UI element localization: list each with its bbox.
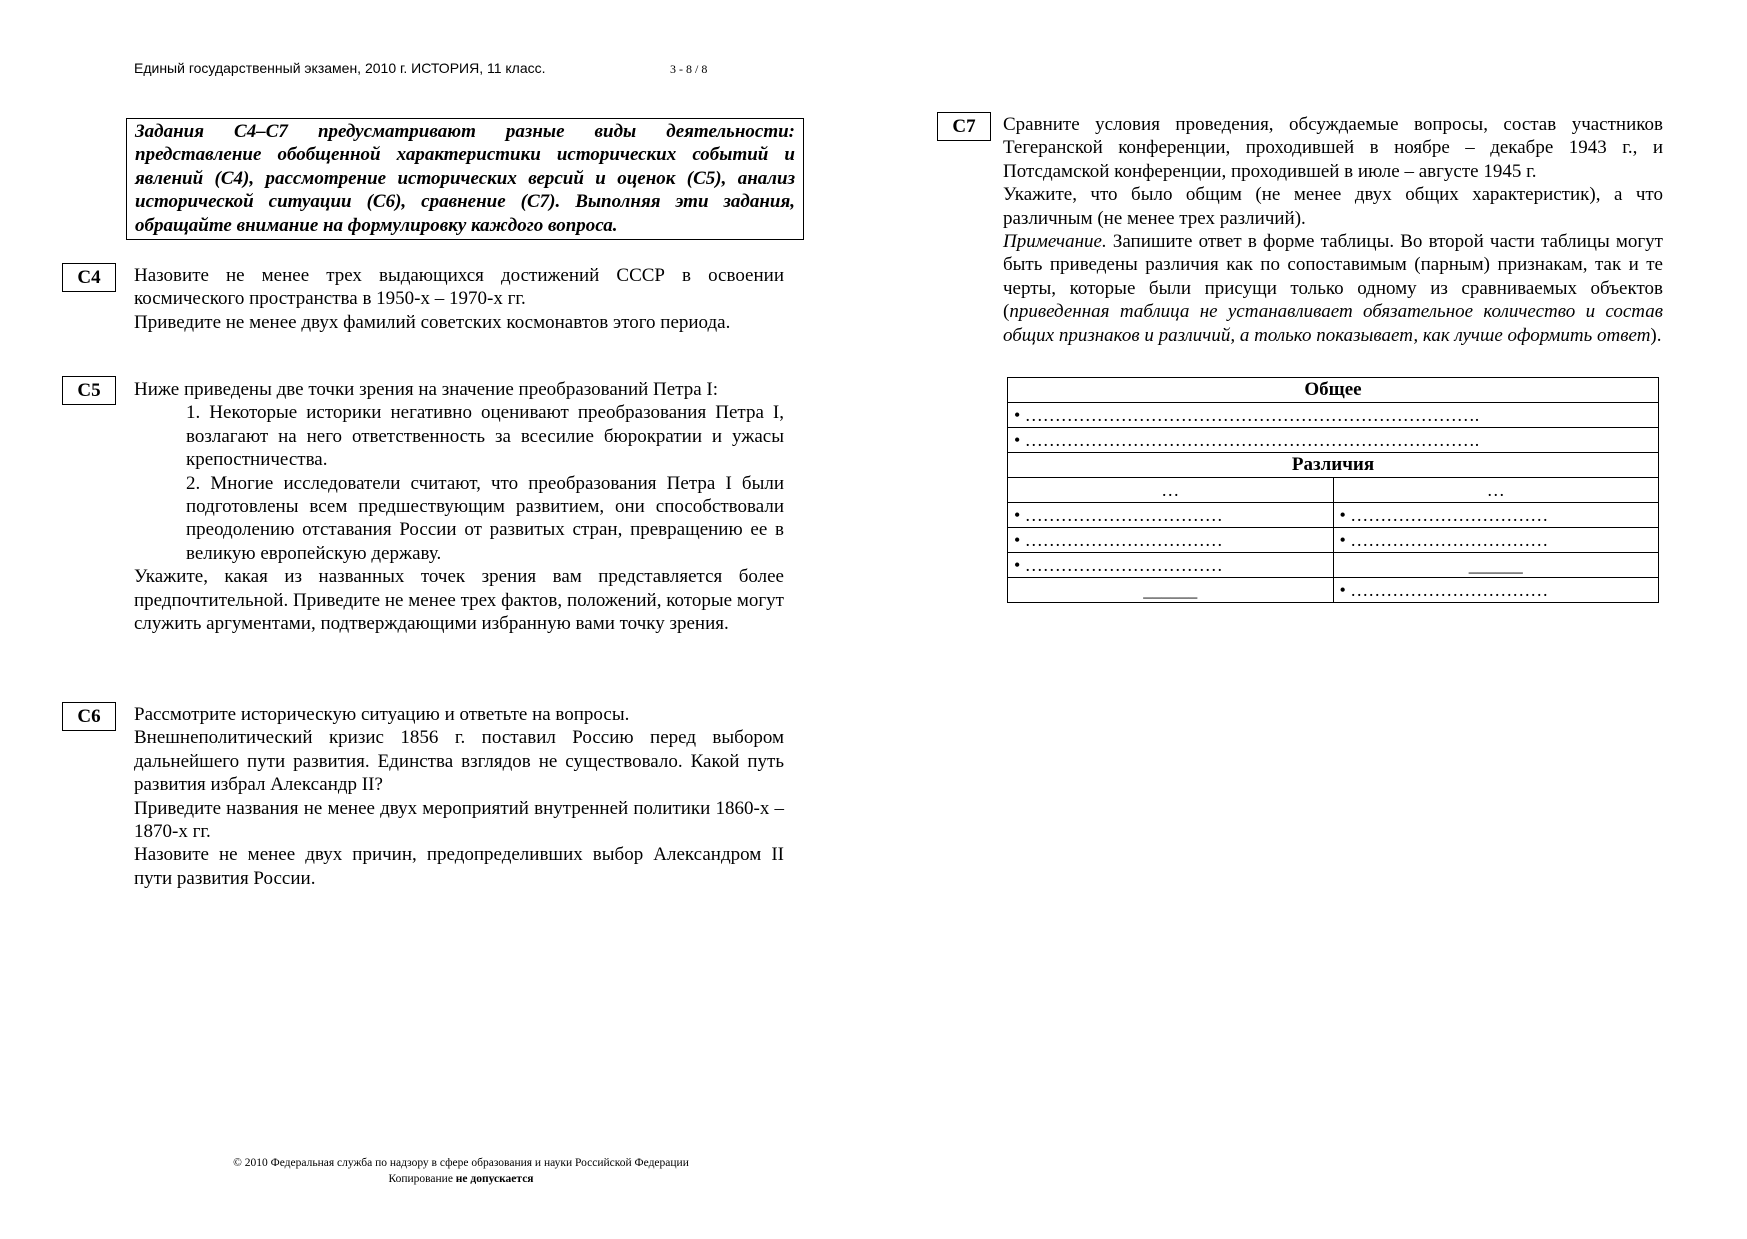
task-c6-question-2: Назовите не менее двух причин, предопределивших выбор Александром II пути развития России.: [134, 844, 784, 889]
note-label: Примечание.: [1003, 231, 1107, 253]
task-c4-question-2: Приведите не менее двух фамилий советских космонавтов этого периода.: [134, 311, 731, 333]
common-line-1: • ………………………………………………………………….: [1008, 403, 1659, 428]
diff-left-2: • ……………………………: [1008, 528, 1334, 553]
viewpoint-1: 1. Некоторые историки негативно оценивают преобразования Петра I, возлагают на него ответственность за всесилие бюрократии и ужасы крепостничества.: [186, 402, 784, 471]
task-label-c4: С4: [62, 263, 116, 292]
task-c5-intro: Ниже приведены две точки зрения на значение преобразований Петра I:: [134, 379, 719, 400]
note-text: Запишите ответ в форме таблицы. Во второй части таблицы могут быть приведены различия как по сопоставимым (парным) признакам, так и те черты, которые были присущи только одному из сравниваемых объектов (: [1003, 231, 1663, 323]
diff-ellipsis-left: …: [1008, 478, 1334, 503]
task-label-c5: С5: [62, 376, 116, 405]
task-c6: [134, 703, 784, 890]
comparison-table: [1007, 377, 1659, 603]
note-italic: приведенная таблица не устанавливает обязательное количество и состав общих признаков и различий, а только показывает, как лучше оформить ответ: [1003, 301, 1663, 346]
page-number: 3 - 8 / 8: [670, 62, 708, 76]
diff-left-3: • ……………………………: [1008, 553, 1334, 578]
task-c7: [1003, 113, 1663, 347]
task-c4: [134, 264, 784, 334]
common-header: Общее: [1008, 378, 1659, 403]
viewpoint-2: 2. Многие исследователи считают, что преобразования Петра I были подготовлены всем предшествующим развитием, они способствовали преодолению отставания России от развитых стран, превращению ее в великую европейскую державу.: [186, 472, 784, 564]
diff-right-dash: ______: [1333, 553, 1659, 578]
note-end: ).: [1650, 324, 1662, 346]
page-header: [134, 60, 708, 76]
task-c6-situation: Внешнеполитический кризис 1856 г. поставил Россию перед выбором дальнейшего пути развития. Единства взглядов не существовало. Какой путь развития избрал Александр II?: [134, 727, 784, 796]
differences-header: Различия: [1008, 453, 1659, 478]
task-label-c7: С7: [937, 112, 991, 141]
task-c5: [134, 378, 784, 635]
task-c5-question: Укажите, какая из названных точек зрения вам представляется более предпочтительной. Приведите не менее трех фактов, положений, которые могут служить аргументами, подтверждающими избранную вами точку зрения.: [134, 566, 784, 635]
diff-ellipsis-right: …: [1333, 478, 1659, 503]
diff-left-1: • ……………………………: [1008, 503, 1334, 528]
header-title: Единый государственный экзамен, 2010 г. ИСТОРИЯ, 11 класс.: [134, 60, 546, 76]
task-c7-note: [1003, 230, 1663, 347]
task-c7-question: Укажите, что было общим (не менее двух общих характеристик), а что различным (не менее трех различий).: [1003, 184, 1663, 229]
copyright-line: © 2010 Федеральная служба по надзору в сфере образования и науки Российской Федерации: [233, 1157, 689, 1169]
diff-left-dash: ______: [1008, 578, 1334, 603]
diff-right-4: • ……………………………: [1333, 578, 1659, 603]
diff-right-2: • ……………………………: [1333, 528, 1659, 553]
task-c4-question: Назовите не менее трех выдающихся достижений СССР в освоении космического пространства в 1950-х – 1970-х гг.: [134, 265, 784, 310]
task-c6-intro: Рассмотрите историческую ситуацию и ответьте на вопросы.: [134, 704, 630, 725]
copy-notice-text: Копирование: [388, 1173, 456, 1185]
instructions-box: Задания С4–С7 предусматривают разные виды деятельности: представление обобщенной характеристики исторических событий и явлений (С4), рассмотрение исторических версий и оценок (С5), анализ исторической ситуации (С6), сравнение (С7). Выполняя эти задания, обращайте внимание на формулировку каждого вопроса.: [126, 118, 804, 240]
diff-right-1: • ……………………………: [1333, 503, 1659, 528]
task-c7-intro: Сравните условия проведения, обсуждаемые вопросы, состав участников Тегеранской конференции, проходившей в ноябре – декабре 1943 г., и Потсдамской конференции, проходившей в июле – августе 1945 г.: [1003, 114, 1663, 182]
copy-notice-bold: не допускается: [455, 1173, 534, 1185]
copy-notice: [196, 1171, 726, 1187]
common-line-2: • ………………………………………………………………….: [1008, 428, 1659, 453]
task-c6-question-1: Приведите названия не менее двух мероприятий внутренней политики 1860-х – 1870-х гг.: [134, 797, 784, 843]
copyright-footer: [196, 1155, 726, 1187]
task-label-c6: С6: [62, 702, 116, 731]
